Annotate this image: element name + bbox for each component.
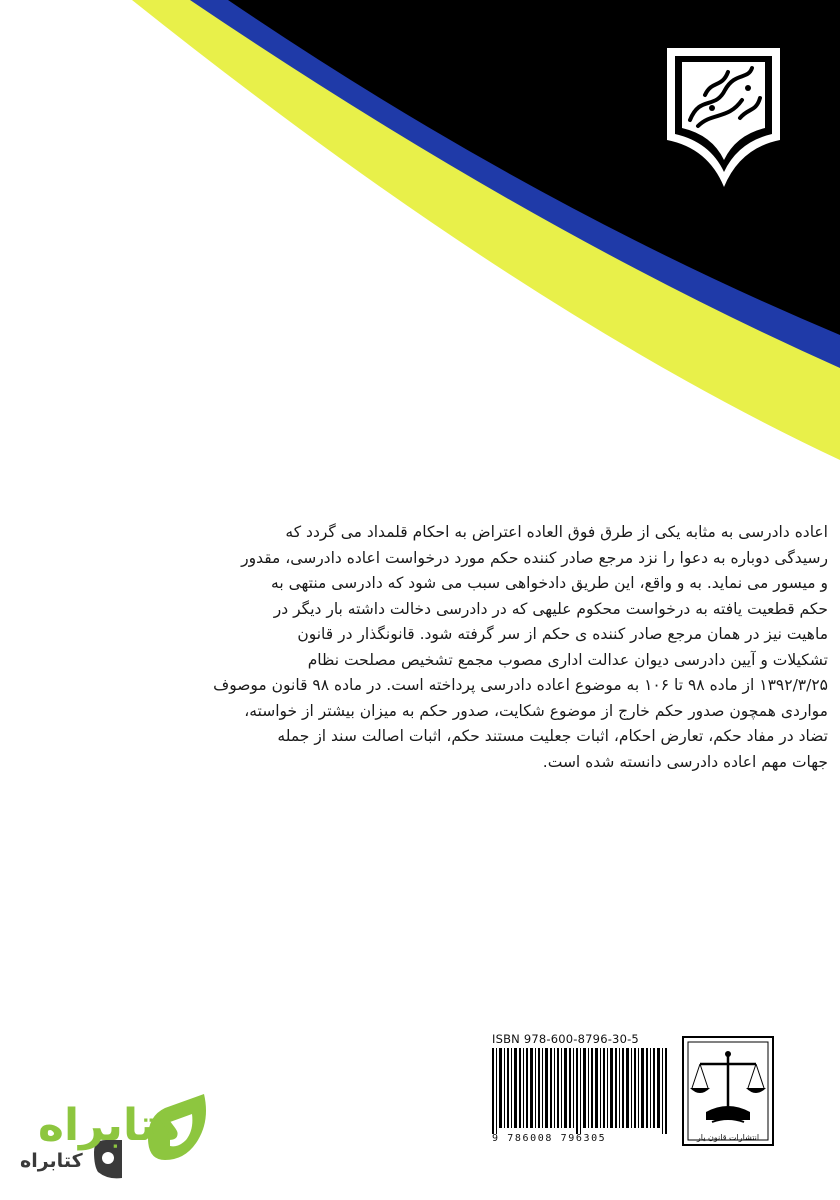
description-line: رسیدگی دوباره به دعوا را نزد مرجع صادر کننده حکم مورد درخواست اعاده دادرسی، مقدور [241, 548, 828, 567]
description-line: ماهیت نیز در همان مرجع صادر کننده ی حکم از سر گرفته شود. قانونگذار در قانون [297, 625, 828, 643]
description-line: جهات مهم اعاده دادرسی دانسته شده است. [542, 752, 828, 771]
description-line: ۱۳۹۲/۳/۲۵ از ماده ۹۸ تا ۱۰۶ به موضوع اعاده دادرسی پرداخته است. در ماده ۹۸ قانون موصوف [213, 676, 828, 694]
description-line: و میسور می نماید. به و واقع، این طریق دادخواهی سبب می شود که دادرسی منتهی به [271, 574, 828, 592]
watermark-text-large: کتابراه [38, 1100, 184, 1151]
description-line: تشکیلات و آیین دادرسی دیوان عدالت اداری مصوب مجمع تشخیص مصلحت نظام [307, 650, 828, 669]
publisher-name: انتشارات قانون یار [696, 1133, 760, 1142]
description-line: اعاده دادرسی به مثابه یکی از طرق فوق العاده اعتراض به احکام قلمداد می گردد که [285, 523, 828, 541]
description-line: تضاد در مفاد حکم، تعارض احکام، اثبات جعلیت مستند حکم، اثبات اصالت سند از جمله [277, 727, 828, 745]
isbn-label: ISBN 978-600-8796-30-5 [492, 1032, 639, 1046]
back-cover-description [56, 520, 828, 775]
barcode-digits: 9 786008 796305 [492, 1133, 607, 1144]
isbn-barcode [488, 1045, 673, 1134]
description-line: مواردی همچون صدور حکم خارج از موضوع شکایت، صدور حکم به میزان بیشتر از خواسته، [244, 701, 828, 720]
watermark-text-small: کتابراه [20, 1150, 83, 1172]
scales-of-justice-icon [683, 1037, 773, 1145]
description-line: حکم قطعیت یافته به درخواست محکوم علیهی که در دادرسی دخالت داشته بار دیگر در [273, 599, 828, 618]
